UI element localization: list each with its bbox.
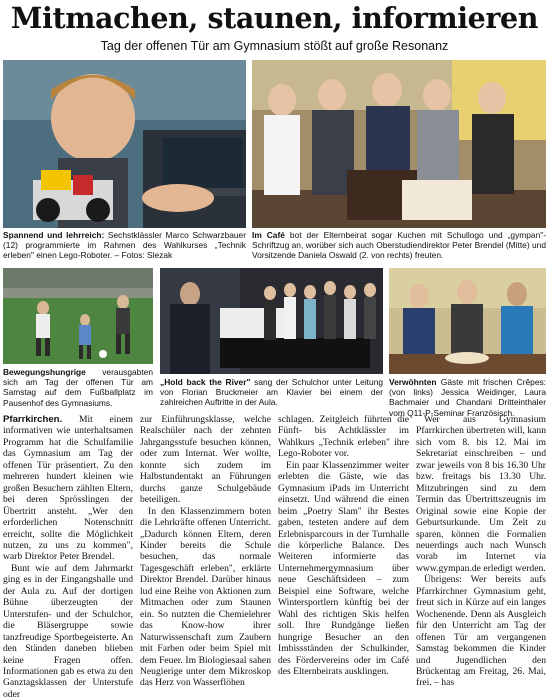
caption-cafe-text: bot der Elternbeirat sogar Kuchen mit Schullogo und „gympan"-Schriftzug an, worüber sich auch Oberstudiendirektor Peter Brendel (Mitte) und Vorsitzende Daniela Oswald (2. von rechts) freuten. [252, 230, 546, 261]
body-column-4 [416, 414, 546, 689]
caption-cafe [252, 230, 546, 261]
caption-lego [3, 230, 246, 261]
body-paragraph: zur Einführungsklasse, welche Realschüler nach der zehnten Jahrgangsstufe besuchen können, oder zum Internat. Wer wollte, konnte sich zudem im Halbstundentakt an Führungen durchs ganze Schulgebäude beteiligen. [140, 414, 271, 506]
photo-lego-robot-image [3, 60, 246, 228]
caption-crepes [389, 377, 546, 418]
caption-choir [160, 377, 383, 408]
photo-lego-robot [3, 60, 246, 228]
photo-cafe-image [252, 60, 546, 228]
body-paragraph: schlagen. Zeitgleich führten die Fünft- bis Achtklässler im Wahlkurs „Technik erleben" ihre Lego-Roboter vor. [278, 414, 409, 460]
body-paragraph: Ein paar Klassenzimmer weiter erlebten die Gäste, wie das Gymnasium iPads im Unterricht einsetzt. Und während die einen beim „Poetry Slam" ihr Bestes gaben, testeten andere auf dem Erlebnisparcours in der Turnhalle die körperliche Balance. Des Weiteren informierte das Unternehmergymnasium über neue Geschäftsideen – zum Beispiel eine Software, welche Wintersportlern künftig bei der Wahl des richtigen Skis helfen soll. Ihre Rundgänge ließen hungrige Besucher an den Imbissständen der Schulkinder, des Fördervereins oder im Café des Elternbeirats ausklingen. [278, 459, 409, 677]
dateline: Pfarrkirchen. [3, 414, 63, 425]
photo-football [3, 268, 153, 364]
photo-crepes-image [389, 268, 546, 374]
body-paragraph: Bunt wie auf dem Jahrmarkt ging es in der Eingangshalle und der Aula zu. Auf der dortigen Bühne überzeugten der Unterstufen- und der Schulchor, die Bläsergruppe sowie tanzfreudige Sportbegeisterte. An den Ständen daneben blieben keine Fragen offen. Informationen gab es etwa zu den Ganztagsklassen der Unterstufe oder [3, 562, 133, 700]
body-paragraph: In den Klassenzimmern boten die Lehrkräfte offenen Unterricht. „Dadurch können Eltern, deren Kinder bereits die Schule besuchen, das normale Tagesgeschäft erleben", erklärte Direktor Brendel. Darüber hinaus lud eine Reihe von Aktionen zum Mitmachen oder zum Staunen ein. So nutzten die Chemielehrer das Know-how ihrer Naturwissenschaft zum Zaubern mit Farben oder beim Spiel mit dem Feuer. Im Biologiesaal sahen Neugierige unter dem Mikroskop das Herz von Wasserflöhen [140, 505, 271, 689]
photo-crepes [389, 268, 546, 374]
caption-lego-bold: Spannend und lehrreich: [3, 230, 105, 240]
body-text: Mit einem informativen wie unterhaltsamen Programm hat die Schulfamilie das Gymnasium am Tag der offenen Tür präsentiert. Zu den mehreren hundert kleinen wie großen Besuchern zählten Eltern, bei deren Sprösslingen der Übertritt ansteht. „Wer den erforderlichen Notenschnitt erreicht, sollte die Möglichkeit nutzen, zu uns zu kommen", warb Direktor Peter Brendel. [3, 414, 133, 563]
photo-choir [160, 268, 383, 374]
caption-football-bold: Bewegungshungrige [3, 367, 86, 377]
caption-choir-bold: „Hold back the River" [160, 377, 251, 387]
body-column-3 [278, 414, 409, 677]
caption-choir-text: sang der Schulchor unter Leitung von Florian Bruckmeier am Klavier bei einem der zahlreichen Auftritte in der Aula. [160, 377, 383, 408]
body-column-1 [3, 414, 133, 700]
caption-football-text: verausgabten sich am Tag der offenen Tür am Samstag auf dem Fußballplatz im Pausenhof des Gymnasiums. [3, 367, 153, 408]
caption-lego-text: Sechstklässler Marco Schwarzbauer (12) programmierte im Rahmen des Wahlkurses „Technik erleben" einen Lego-Roboter. – Fotos: Slezak [3, 230, 246, 261]
body-column-2 [140, 414, 271, 689]
caption-crepes-bold: Verwöhnten [389, 377, 437, 387]
body-paragraph [3, 414, 133, 563]
photo-cafe [252, 60, 546, 228]
article-subheadline: Tag der offenen Tür am Gymnasium stößt auf große Resonanz [100, 39, 449, 53]
caption-crepes-text: Gäste mit frischen Crêpes: (von links) Jessica Weidinger, Laura Bachmaier und Chandani Dritteinthaler vom Q11-P-Seminar Französisch. [389, 377, 546, 418]
photo-football-image [3, 268, 153, 364]
article-headline: Mitmachen, staunen, informieren [10, 1, 539, 35]
body-paragraph: Übrigens: Wer bereits aufs Pfarrkirchner Gymnasium geht, freut sich in Kürze auf ein langes Wochenende. Denn als Ausgleich für den Unterricht am Tag der offenen Tür am vergangenen Samstag bekommen die Kinder und Jugendlichen den Brückentag am Freitag, 26. Mai, frei. – has [416, 574, 546, 689]
body-paragraph: Wer aus Gymnasium Pfarrkirchen übertreten will, kann sich vom 8. bis 12. Mai im Sekretariat einschreiben – und zwar jeweils von 8 bis 16.30 Uhr bzw. freitags bis 13.30 Uhr. Mitzubringen sind zu dem Termin das Übertrittszeugnis im Original sowie eine Kopie der Geburtsurkunde. Um Zeit zu sparen, können die Formalien neuerdings auch nach Wunsch vorab im Internet via www.gympan.de erledigt werden. [416, 414, 546, 574]
caption-football [3, 367, 153, 408]
caption-cafe-bold: Im Café [252, 230, 285, 240]
photo-choir-image [160, 268, 383, 374]
